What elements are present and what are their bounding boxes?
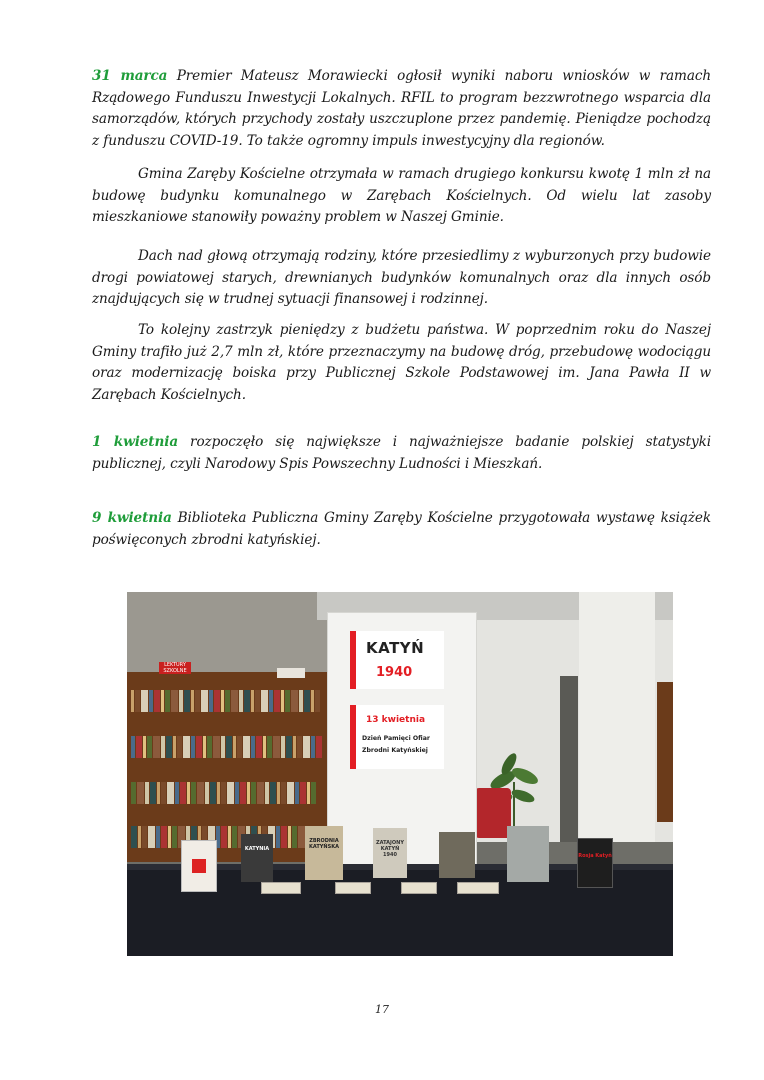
poster-year: 1940 [376, 665, 413, 680]
shelf-book [263, 736, 266, 758]
shelf-book [295, 782, 299, 804]
shelf-book [274, 690, 280, 712]
shelf-book [233, 736, 236, 758]
shelf-book [251, 736, 255, 758]
poster-date: 13 kwietnia [366, 715, 426, 725]
paragraph-text: rozpoczęło się największe i najważniejsze badanie polskiej statystyki publicznej, czyli Narodowy Spis Powszechny Ludności i Mieszkań. [92, 434, 711, 472]
shelf-book [270, 782, 276, 804]
shelf-book [315, 690, 320, 712]
book-flat [457, 882, 499, 894]
paragraph-budget: To kolejny zastrzyk pieniędzy z budżetu państwa. W poprzednim roku do Naszej Gminy trafiło już 2,7 mln zł, które przeznaczymy na budowę dróg, przebudowę wodociągu oraz modernizację boiska przy Publicznej Szkole Podstawowej im. Jana Pawła II w Zarębach Kościelnych. [92, 322, 711, 403]
shelf-book [256, 736, 262, 758]
shelf-book [150, 782, 156, 804]
shelf-book [292, 826, 297, 848]
shelf-book [203, 736, 206, 758]
book-cover [439, 832, 475, 878]
date-31-marca: 31 marca [92, 68, 168, 84]
paragraph-text: Premier Mateusz Morawiecki ogłosił wyniki naboru wniosków w ramach Rządowego Funduszu Inwestycji Lokalnych. RFIL to program bezzwrotnego wsparcia dla samorządów, których przychody zostały uszczuplone przez pandemię. Pieniądze pochodzą z funduszu COVID-19. To także ogromny impuls inwestycyjny dla regionów. [92, 68, 711, 149]
shelf-book [269, 690, 273, 712]
shelf-sign-small [277, 668, 305, 678]
shelf-book [257, 782, 264, 804]
shelf-book [165, 690, 170, 712]
shelf-book [297, 736, 302, 758]
shelf-row [131, 814, 323, 848]
shelf-book [304, 690, 310, 712]
poster-remembrance-day [350, 705, 444, 769]
shelf-book [286, 736, 292, 758]
shelf-book [311, 782, 316, 804]
book-flat [401, 882, 437, 894]
shelf-book [209, 690, 213, 712]
shelf-book [210, 782, 216, 804]
shelf-book [141, 690, 148, 712]
shelf-book [316, 736, 322, 758]
shelf-book [285, 690, 290, 712]
shelf-book [277, 782, 280, 804]
shelf-book [307, 782, 310, 804]
shelf-book [149, 690, 153, 712]
shelf-book [276, 826, 280, 848]
shelf-book [138, 826, 141, 848]
shelf-book [221, 736, 225, 758]
shelf-book [131, 826, 137, 848]
photo-right-shelf [657, 682, 673, 822]
shelf-book [161, 826, 167, 848]
shelf-book [166, 736, 172, 758]
shelf-book [171, 690, 178, 712]
exhibition-photo [127, 592, 673, 956]
shelf-book [255, 690, 260, 712]
shelf-book [175, 782, 179, 804]
book-title: KATYNIA [244, 846, 270, 852]
shelf-book [232, 826, 237, 848]
shelf-book [172, 826, 177, 848]
poster-katyn-title [350, 631, 444, 689]
shelf-book [183, 736, 190, 758]
shelf-book [195, 690, 200, 712]
shelf-book [239, 690, 243, 712]
shelf-book [311, 690, 314, 712]
shelf-book [221, 690, 224, 712]
book-cover [181, 840, 217, 892]
photo-door [560, 676, 578, 846]
shelf-book [231, 690, 238, 712]
book-flat [261, 882, 301, 894]
shelf-book [148, 826, 155, 848]
shelf-book [251, 690, 254, 712]
shelf-sign-lektury: LEKTURY SZKOLNE [159, 662, 191, 674]
shelf-book [225, 690, 230, 712]
shelf-book [147, 736, 152, 758]
date-1-kwietnia: 1 kwietnia [92, 434, 179, 450]
page-number: 17 [375, 1003, 389, 1016]
shelf-book [221, 782, 226, 804]
shelf-book [244, 690, 250, 712]
poster-title: KATYŃ [366, 639, 425, 657]
shelf-book [300, 782, 306, 804]
book-cover [241, 834, 273, 882]
shelf-book [180, 782, 186, 804]
shelf-book [156, 826, 160, 848]
shelf-book [131, 690, 134, 712]
shelf-book [281, 690, 284, 712]
shelf-book [227, 782, 234, 804]
shelf-book [187, 782, 190, 804]
shelf-row [131, 724, 323, 758]
shelf-book [235, 782, 239, 804]
paragraph-rfil [92, 66, 711, 152]
shelf-book [173, 736, 176, 758]
bookshelf [127, 672, 327, 862]
shelf-book [217, 782, 220, 804]
shelf-book [137, 782, 144, 804]
shelf-book [168, 826, 171, 848]
shelf-book [293, 736, 296, 758]
shelf-book [265, 782, 269, 804]
book-cover [507, 826, 549, 882]
shelf-book [135, 690, 140, 712]
shelf-book [287, 782, 294, 804]
poster-red-bar [350, 705, 356, 769]
shelf-book [177, 736, 182, 758]
book-title: ZBRODNIA KATYŃSKA [309, 838, 339, 850]
poster-line-2: Zbrodni Katyńskiej [362, 747, 428, 754]
shelf-book [205, 782, 209, 804]
shelf-book [196, 736, 202, 758]
shelf-book [131, 782, 136, 804]
shelf-book [191, 690, 194, 712]
shelf-row [131, 678, 323, 712]
shelf-book [240, 782, 246, 804]
paragraph-census [92, 432, 711, 475]
shelf-book [288, 826, 291, 848]
book-cover [373, 828, 407, 878]
shelf-book [184, 690, 190, 712]
shelf-book [267, 736, 272, 758]
shelf-book [221, 826, 227, 848]
shelf-book [291, 690, 298, 712]
shelf-book [207, 736, 212, 758]
shelf-book [191, 782, 196, 804]
shelf-book [243, 736, 250, 758]
paragraph-housing: Dach nad głową otrzymają rodziny, które przesiedlimy z wyburzonych przy budowie drogi powiatowej starych, drewnianych budynków komunalnych oraz dla innych osób znajdujących się w trudnej sytuacji finansowej i rodzinnej. [92, 248, 711, 307]
shelf-book [226, 736, 232, 758]
shelf-book [273, 736, 280, 758]
shelf-book [214, 690, 220, 712]
shelf-book [136, 736, 142, 758]
shelf-book [251, 782, 256, 804]
shelf-book [145, 782, 149, 804]
paragraph-text: Biblioteka Publiczna Gminy Zaręby Kościelne przygotowała wystawę książek poświęconych zbrodni katyńskiej. [92, 510, 711, 548]
shelf-book [191, 736, 195, 758]
shelf-book [161, 782, 166, 804]
book-cover [577, 838, 613, 888]
shelf-book [154, 690, 160, 712]
shelf-row [131, 770, 323, 804]
shelf-book [143, 736, 146, 758]
shelf-book [131, 736, 135, 758]
book-cover-art [192, 859, 206, 873]
shelf-book [161, 690, 164, 712]
shelf-book [261, 690, 268, 712]
poster-red-bar [350, 631, 356, 689]
shelf-book [298, 826, 305, 848]
date-9-kwietnia: 9 kwietnia [92, 510, 172, 526]
red-chair [475, 788, 511, 838]
shelf-book [281, 782, 286, 804]
shelf-book [281, 826, 287, 848]
shelf-book [247, 782, 250, 804]
shelf-book [197, 782, 204, 804]
shelf-book [228, 826, 231, 848]
shelf-book [167, 782, 174, 804]
book-flat [335, 882, 371, 894]
shelf-book [142, 826, 147, 848]
paragraph-gmina-funding: Gmina Zaręby Kościelne otrzymała w ramach drugiego konkursu kwotę 1 mln zł na budowę budynku komunalnego w Zarębach Kościelnych. Od wielu lat zasoby mieszkaniowe stanowiły poważny problem w Naszej Gminie. [92, 166, 711, 225]
shelf-book [311, 736, 315, 758]
shelf-book [237, 736, 242, 758]
poster-line-1: Dzień Pamięci Ofiar [362, 735, 430, 742]
shelf-book [303, 736, 310, 758]
book-title: Rosja Katyń [578, 853, 612, 859]
book-title: ZATAJONY KATYŃ 1940 [376, 840, 404, 858]
shelf-book [213, 736, 220, 758]
shelf-book [179, 690, 183, 712]
paragraph-library-exhibition [92, 508, 711, 551]
shelf-book [161, 736, 165, 758]
shelf-book [299, 690, 303, 712]
shelf-book [281, 736, 285, 758]
shelf-book [153, 736, 160, 758]
shelf-book [201, 690, 208, 712]
book-cover [305, 826, 343, 880]
shelf-book [157, 782, 160, 804]
